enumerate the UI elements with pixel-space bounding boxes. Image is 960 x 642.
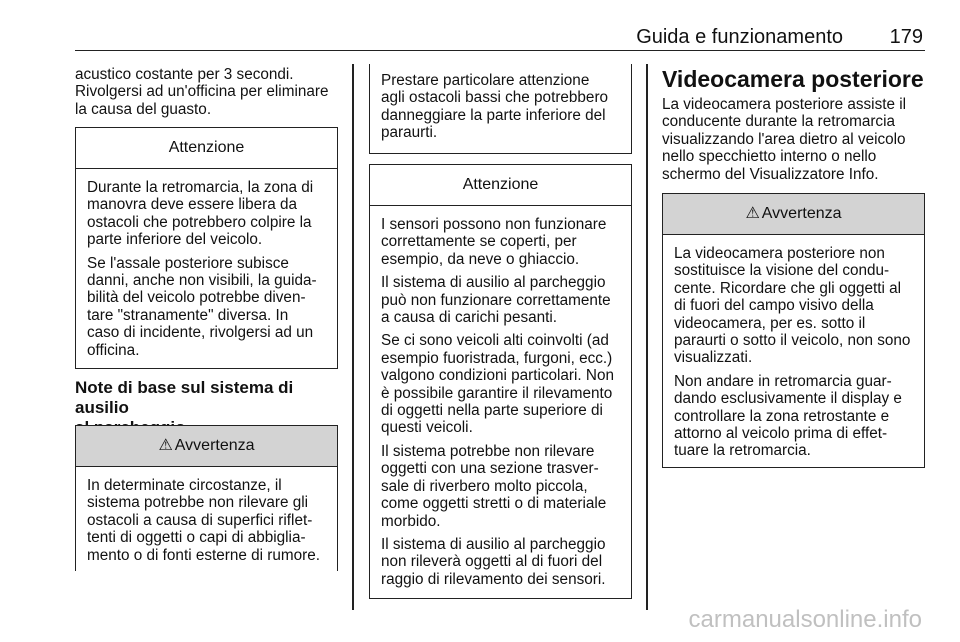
page-header	[75, 22, 925, 51]
paragraph: Il sistema di ausilio al parcheggio può non funzionare correttamente a causa di carichi pesanti.	[381, 274, 611, 327]
warning-box-2	[662, 193, 925, 468]
paragraph: Prestare particolare attenzione agli ostacoli bassi che potrebbero danneggiare la parte inferiore del paraurti.	[381, 72, 609, 142]
paragraph: Il sistema di ausilio al parcheggio non rileverà oggetti al di fuori del raggio di rilevamento dei sensori.	[381, 535, 606, 588]
column-divider-1	[352, 64, 354, 610]
attention-box-cont	[369, 64, 632, 154]
box-title: Attenzione	[370, 165, 631, 206]
warning-triangle-icon: ⚠	[745, 205, 760, 222]
paragraph: Il sistema potrebbe non rilevare oggetti con una sezione trasver- sale di riverbero molto piccola, come oggetti stretti o di materiale morbido.	[381, 442, 607, 530]
column-divider-2	[646, 64, 648, 610]
section-heading-camera: Videocamera posteriore	[662, 66, 924, 92]
paragraph: I sensori possono non funzionare correttamente se coperti, per esempio, da neve o ghiaccio.	[381, 216, 607, 268]
box-body	[76, 467, 337, 564]
warning-box-1	[75, 425, 338, 571]
box-body	[370, 206, 631, 588]
box-body	[370, 64, 631, 142]
paragraph: Durante la retromarcia, la zona di manovra deve essere libera da ostacoli che potrebbero colpire la parte inferiore del veicolo.	[87, 179, 314, 249]
box-title: Attenzione	[76, 128, 337, 169]
col3-intro: La videocamera posteriore assiste il conducente durante la retromarcia visualizzando l'area dietro al veicolo nello specchietto interno o nello schermo del Visualizzatore Info.	[662, 96, 907, 183]
col1-intro: acustico costante per 3 secondi. Rivolgersi ad un'officina per eliminare la causa del guasto.	[75, 66, 329, 118]
box-title: ⚠ Avvertenza	[663, 194, 924, 235]
attention-box-1	[75, 127, 338, 369]
paragraph: La videocamera posteriore non sostituisce la visione del condu- cente. Ricordare che gli oggetti al di fuori del campo visivo della videocamera, per es. sotto il paraurti o sotto il veicolo, non sono visualizzati.	[674, 245, 911, 367]
watermark: carmanualsonline.info	[688, 606, 922, 633]
box-body	[76, 169, 337, 359]
attention-box-2	[369, 164, 632, 599]
box-body	[663, 235, 924, 460]
page-number: 179	[889, 26, 923, 48]
warning-triangle-icon: ⚠	[158, 437, 173, 454]
paragraph: Non andare in retromarcia guar- dando esclusivamente il display e controllare la zona retrostante e attorno al veicolo prima di effet- tuare la retromarcia.	[674, 372, 902, 460]
section-heading-parking: Note di base sul sistema di ausilio	[75, 378, 294, 417]
paragraph: Se l'assale posteriore subisce danni, anche non visibili, la guida- bilità del veicolo potrebbe diven- tare "stranamente" diversa. In caso di incidente, rivolgersi ad un officina.	[87, 254, 317, 359]
paragraph: In determinate circostanze, il sistema potrebbe non rilevare gli ostacoli a causa di superfici riflet- tenti di oggetti o capi di abbiglia- mento o di fonti esterne di rumore.	[87, 477, 320, 564]
paragraph: Se ci sono veicoli alti coinvolti (ad esempio fuoristrada, furgoni, ecc.) valgono condizioni particolari. Non è possibile garantire il rilevamento di oggetti nella parte superiore di questi veicoli.	[381, 332, 614, 437]
header-title: Guida e funzionamento	[636, 26, 843, 48]
box-title: ⚠ Avvertenza	[76, 426, 337, 467]
